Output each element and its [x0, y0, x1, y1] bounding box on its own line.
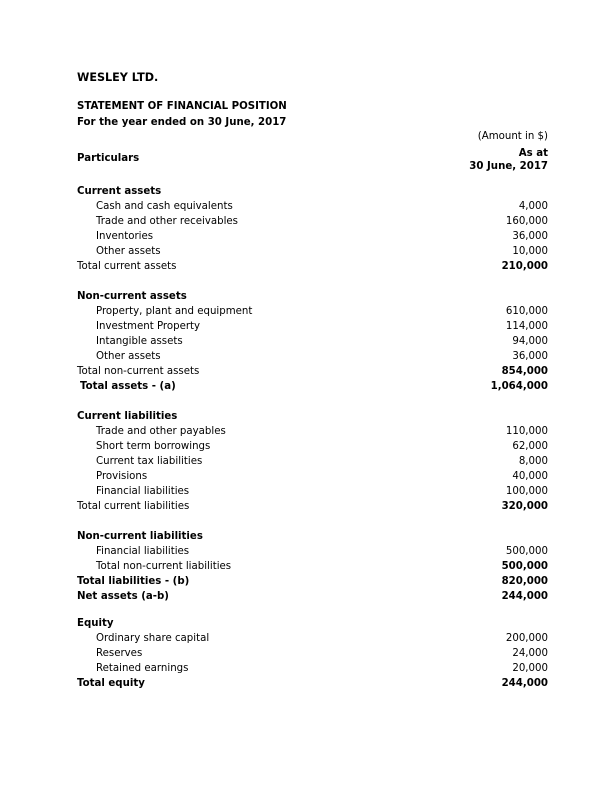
table-row — [0, 546, 612, 561]
row-label: Net assets (a-b) — [77, 591, 169, 602]
table-row — [0, 351, 612, 366]
row-value: 200,000 — [505, 633, 548, 644]
table-row — [0, 633, 612, 648]
section-heading-current-assets — [0, 186, 612, 201]
statement-title: STATEMENT OF FINANCIAL POSITION — [77, 101, 287, 112]
row-value: 244,000 — [501, 678, 548, 689]
section-heading-current-liabilities — [0, 411, 612, 426]
particulars-header: Particulars — [77, 153, 140, 164]
amount-unit-note: (Amount in $) — [477, 131, 548, 142]
row-value: 500,000 — [501, 561, 548, 572]
row-label: Current tax liabilities — [96, 456, 203, 467]
row-label: Trade and other receivables — [96, 216, 238, 227]
row-label: Provisions — [96, 471, 148, 482]
row-label: Financial liabilities — [96, 486, 190, 497]
row-value: 320,000 — [501, 501, 548, 512]
row-value: 94,000 — [512, 336, 548, 347]
row-label: Current liabilities — [77, 411, 178, 422]
row-label: Total non-current assets — [77, 366, 200, 377]
row-value: 40,000 — [512, 471, 548, 482]
row-label: Total assets - (a) — [80, 381, 176, 392]
row-label: Intangible assets — [96, 336, 183, 347]
section-heading-non-current-liabilities — [0, 531, 612, 546]
table-row — [0, 231, 612, 246]
statement-period: For the year ended on 30 June, 2017 — [77, 117, 287, 128]
table-row — [0, 336, 612, 351]
table-row — [0, 441, 612, 456]
table-row — [0, 486, 612, 501]
row-label: Total non-current liabilities — [96, 561, 232, 572]
table-row — [0, 306, 612, 321]
total-row-liabilities — [0, 576, 612, 591]
row-value: 10,000 — [512, 246, 548, 257]
date-column-header-line1: As at — [518, 148, 548, 159]
row-label: Financial liabilities — [96, 546, 190, 557]
total-row-non-current-liabilities — [0, 561, 612, 576]
date-column-header-line2: 30 June, 2017 — [469, 161, 548, 172]
row-label: Reserves — [96, 648, 143, 659]
row-value: 610,000 — [505, 306, 548, 317]
row-value: 4,000 — [518, 201, 548, 212]
row-value: 110,000 — [505, 426, 548, 437]
row-label: Other assets — [96, 351, 161, 362]
row-value: 36,000 — [512, 231, 548, 242]
row-label: Other assets — [96, 246, 161, 257]
table-row — [0, 321, 612, 336]
row-value: 114,000 — [505, 321, 548, 332]
row-label: Current assets — [77, 186, 162, 197]
table-row — [0, 216, 612, 231]
row-label: Total current assets — [77, 261, 177, 272]
row-label: Non-current liabilities — [77, 531, 203, 542]
table-row — [0, 663, 612, 678]
total-row-assets — [0, 381, 612, 396]
row-label: Non-current assets — [77, 291, 187, 302]
table-row — [0, 456, 612, 471]
total-row-current-liabilities — [0, 501, 612, 516]
total-row-current-assets — [0, 261, 612, 276]
row-value: 20,000 — [512, 663, 548, 674]
total-row-non-current-assets — [0, 366, 612, 381]
row-label: Total liabilities - (b) — [77, 576, 190, 587]
section-heading-equity — [0, 618, 612, 633]
row-value: 8,000 — [518, 456, 548, 467]
row-label: Retained earnings — [96, 663, 189, 674]
row-label: Total current liabilities — [77, 501, 190, 512]
row-label: Equity — [77, 618, 114, 629]
row-label: Investment Property — [96, 321, 201, 332]
row-value: 210,000 — [501, 261, 548, 272]
date-column-header — [469, 147, 548, 173]
row-label: Short term borrowings — [96, 441, 211, 452]
row-value: 100,000 — [505, 486, 548, 497]
row-value: 854,000 — [501, 366, 548, 377]
section-heading-non-current-assets — [0, 291, 612, 306]
row-label: Property, plant and equipment — [96, 306, 253, 317]
table-row — [0, 201, 612, 216]
row-value: 62,000 — [512, 441, 548, 452]
row-value: 500,000 — [505, 546, 548, 557]
row-label: Trade and other payables — [96, 426, 226, 437]
row-value: 160,000 — [505, 216, 548, 227]
row-value: 820,000 — [501, 576, 548, 587]
table-row — [0, 648, 612, 663]
row-label: Ordinary share capital — [96, 633, 210, 644]
table-row — [0, 471, 612, 486]
row-label: Cash and cash equivalents — [96, 201, 233, 212]
total-row-equity — [0, 678, 612, 693]
row-value: 24,000 — [512, 648, 548, 659]
row-label: Inventories — [96, 231, 154, 242]
table-row — [0, 246, 612, 261]
row-value: 244,000 — [501, 591, 548, 602]
net-assets-row — [0, 591, 612, 606]
table-row — [0, 426, 612, 441]
row-value: 1,064,000 — [490, 381, 548, 392]
row-value: 36,000 — [512, 351, 548, 362]
company-name: WESLEY LTD. — [77, 71, 159, 84]
row-label: Total equity — [77, 678, 145, 689]
